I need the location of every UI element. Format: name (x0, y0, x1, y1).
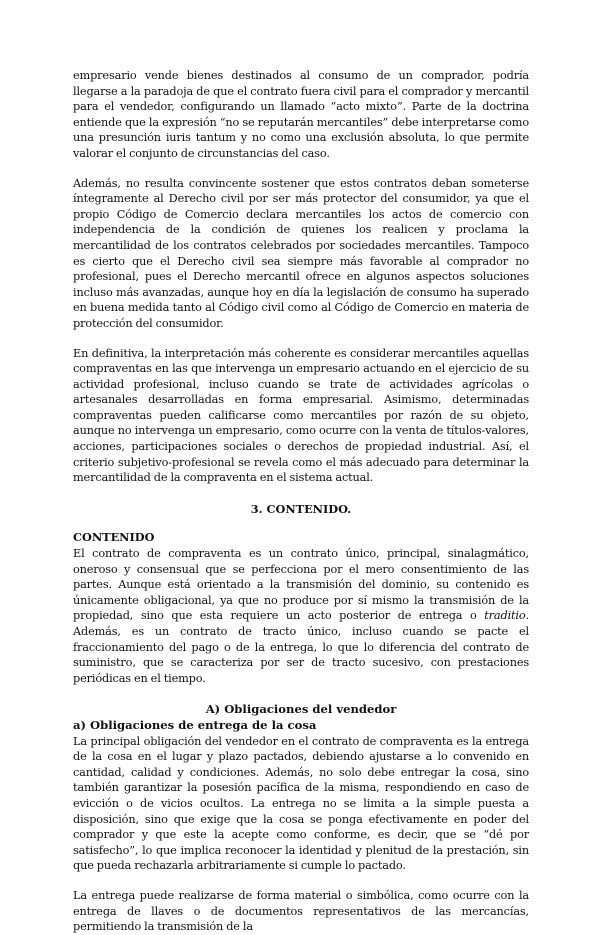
paragraph-criterio-subjetivo: En definitiva, la interpretación más coherente es considerar mercantiles aquellas compraventas en las que intervenga un empresario actuando en el ejercicio de su actividad profesional, incluso cuando se trate de actividades agrícolas o artesanales desarrolladas en forma empresarial. Asimismo, determinadas compraventas pueden calificarse como mercantiles por razón de su objeto, aunque no intervenga un empresario, como ocurre con la venta de títulos-valores, acciones, participaciones sociales o derechos de propiedad industrial. Así, el criterio subjetivo-profesional se revela como el más adecuado para determinar la mercantilidad de la compraventa en el sistema actual. (73, 346, 529, 485)
paragraph-contenido (73, 546, 529, 686)
traditio-term: traditio (484, 609, 526, 623)
paragraph-contenido-part-1: El contrato de compraventa es un contrato único, principal, sinalagmático, oneroso y consensual que se perfecciona por el mero consentimiento de las partes. Aunque está orientado a la transmisión del dominio, su contenido es únicamente obligacional, ya que no produce por sí mismo la transmisión de la propiedad, sino que esta requiere un acto posterior de entrega o (73, 547, 529, 623)
contenido-heading: CONTENIDO (73, 530, 155, 545)
paragraph-contenido-part-2: . Además, es un contrato de tracto único, incluso cuando se pacte el fraccionamiento del pago o de la entrega, lo que lo diferencia del contrato de suministro, que se caracteriza por ser de tracto sucesivo, con prestaciones periódicas en el tiempo. (73, 609, 529, 685)
obligaciones-vendedor-heading: A) Obligaciones del vendedor (205, 702, 397, 717)
paragraph-acto-mixto: empresario vende bienes destinados al consumo de un comprador, podría llegarse a la paradoja de que el contrato fuera civil para el comprador y mercantil para el vendedor, configurando un llamado “acto mixto”. Parte de la doctrina entiende que la expresión “no se reputarán mercantiles” debe interpretarse como una presunción iuris tantum y no como una exclusión absoluta, lo que permite valorar el conjunto de circunstancias del caso. (73, 69, 529, 160)
paragraph-entrega-simbolica: La entrega puede realizarse de forma material o simbólica, como ocurre con la entrega de llaves o de documentos representativos de las mercancías, permitiendo la transmisión de la (73, 888, 529, 934)
paragraph-derecho-civil: Además, no resulta convincente sostener que estos contratos deban someterse íntegramente al Derecho civil por ser más protector del consumidor, ya que el propio Código de Comercio declara mercantiles los actos de comercio con independencia de la condición de quienes los realicen y proclama la mercantilidad de los contratos celebrados por sociedades mercantiles. Tampoco es cierto que el Derecho civil sea siempre más favorable al comprador no profesional, pues el Derecho mercantil ofrece en algunos aspectos soluciones incluso más avanzadas, aunque hoy en día la legislación de consumo ha superado en buena medida tanto al Código civil como al Código de Comercio en materia de protección del consumidor. (73, 176, 529, 330)
obligaciones-entrega-heading: a) Obligaciones de entrega de la cosa (73, 717, 317, 732)
paragraph-entrega: La principal obligación del vendedor en el contrato de compraventa es la entrega de la cosa en el lugar y plazo pactados, debiendo ajustarse a lo convenido en cantidad, calidad y condiciones. Además, no solo debe entregar la cosa, sino también garantizar la posesión pacífica de la misma, respondiendo en caso de evicción o de vicios ocultos. La entrega no se limita a la simple puesta a disposición, sino que exige que la cosa se ponga efectivamente en poder del comprador y que este la acepte como conforme, es decir, que se “dé por satisfecho”, lo que implica reconocer la identidad y plenitud de la prestación, sin que pueda rechazarla arbitrariamente si cumple lo pactado. (73, 734, 529, 873)
section-title: 3. CONTENIDO. (250, 501, 352, 516)
